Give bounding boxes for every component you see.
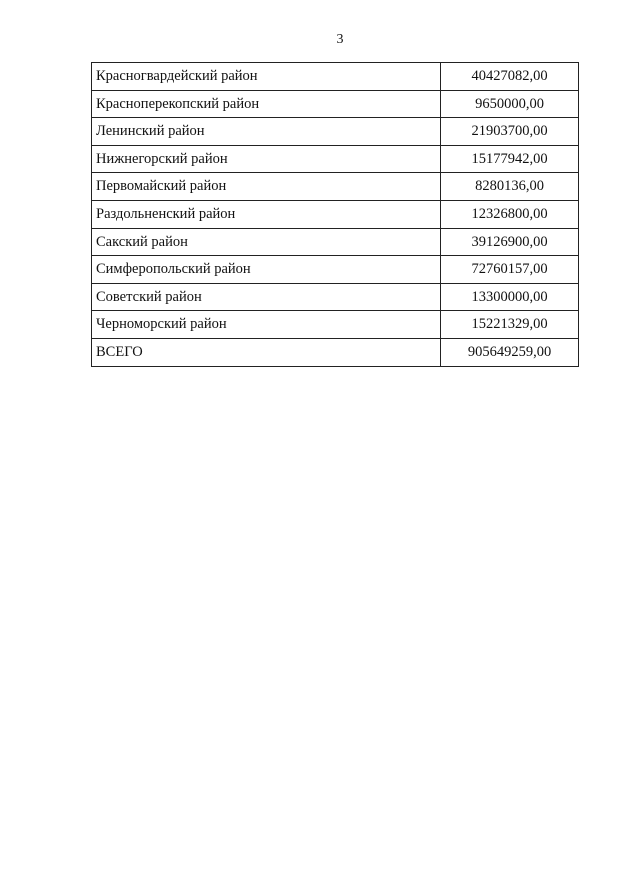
table-row (92, 200, 579, 228)
district-amount: 8280136,00 (441, 173, 579, 201)
district-amount: 15177942,00 (441, 145, 579, 173)
district-name: Нижнегорский район (92, 145, 441, 173)
table-row (92, 173, 579, 201)
district-name: Сакский район (92, 228, 441, 256)
total-label: ВСЕГО (92, 338, 441, 366)
district-name: Симферопольский район (92, 256, 441, 284)
total-row (92, 338, 579, 366)
total-amount: 905649259,00 (441, 338, 579, 366)
district-name: Первомайский район (92, 173, 441, 201)
district-amount: 15221329,00 (441, 311, 579, 339)
table-row (92, 118, 579, 146)
district-amount: 21903700,00 (441, 118, 579, 146)
district-amount: 39126900,00 (441, 228, 579, 256)
table-row (92, 256, 579, 284)
district-name: Красногвардейский район (92, 63, 441, 91)
page-number: 3 (336, 32, 344, 47)
table-row (92, 145, 579, 173)
table-row (92, 63, 579, 91)
district-amount: 72760157,00 (441, 256, 579, 284)
district-name: Раздольненский район (92, 200, 441, 228)
district-amount: 12326800,00 (441, 200, 579, 228)
district-amount: 13300000,00 (441, 283, 579, 311)
district-budget-table (91, 62, 579, 367)
table-row (92, 311, 579, 339)
district-name: Ленинский район (92, 118, 441, 146)
table-row (92, 283, 579, 311)
district-name: Советский район (92, 283, 441, 311)
district-amount: 9650000,00 (441, 90, 579, 118)
district-name: Красноперекопский район (92, 90, 441, 118)
table-row (92, 228, 579, 256)
table-row (92, 90, 579, 118)
district-name: Черноморский район (92, 311, 441, 339)
district-amount: 40427082,00 (441, 63, 579, 91)
